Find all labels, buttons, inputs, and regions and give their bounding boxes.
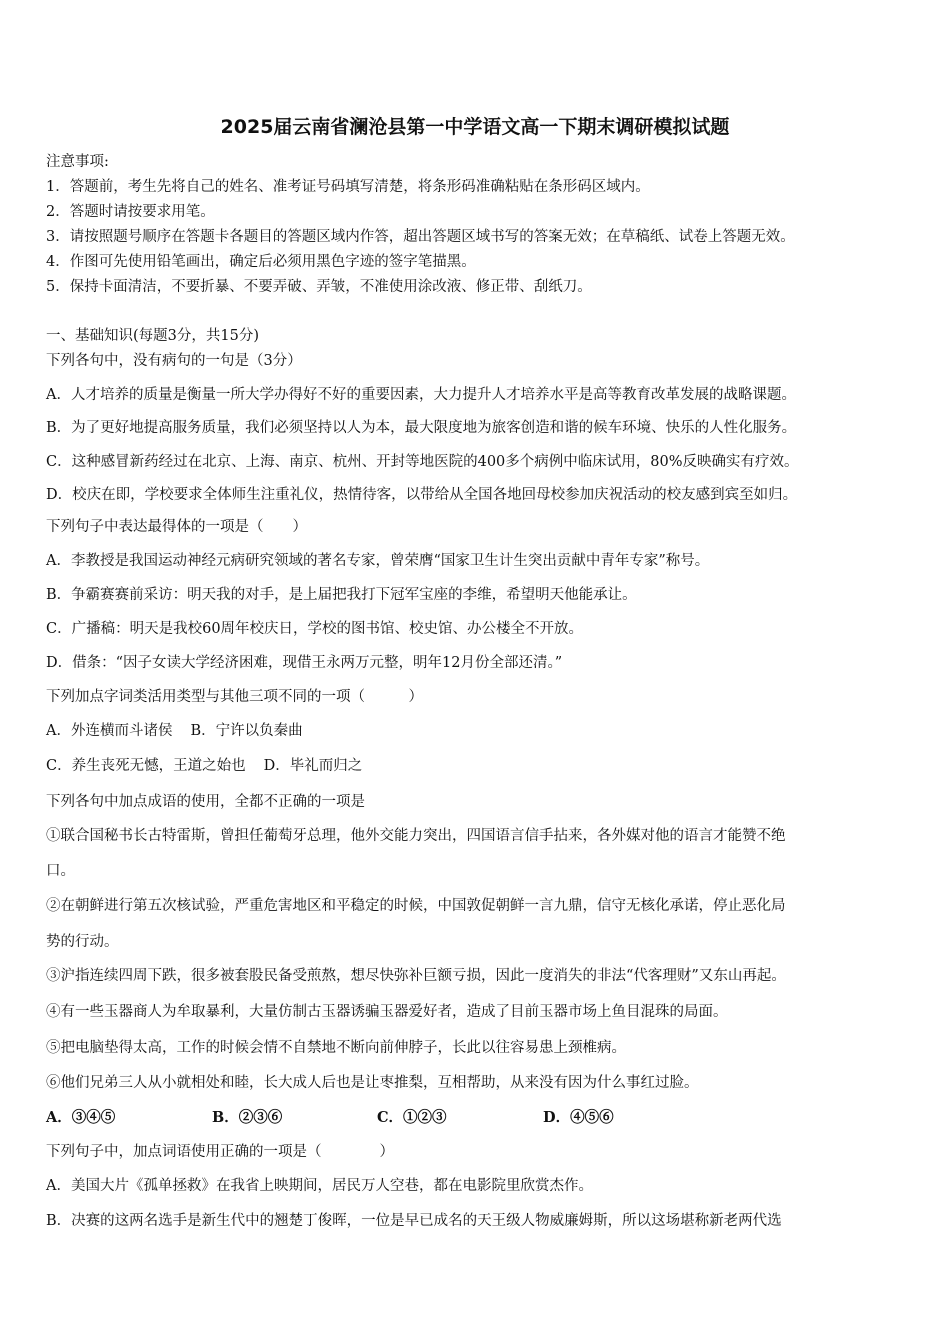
section-heading: 一、基础知识(每题3分，共15分) xyxy=(46,328,259,344)
option-a: A．人才培养的质量是衡量一所大学办得好不好的重要因素，大力提升人才培养水平是高等教育改革发展的战略课题。 xyxy=(46,387,796,403)
statement: ⑥他们兄弟三人从小就相处和睦，长大成人后也是让枣推梨，互相帮助，从来没有因为什么事红过脸。 xyxy=(46,1075,699,1091)
option-b: B．争霸赛赛前采访：明天我的对手，是上届把我打下冠军宝座的李维，希望明天他能承让。 xyxy=(46,587,637,603)
option-c: C．这种感冒新药经过在北京、上海、南京、杭州、开封等地医院的400多个病例中临床试用，80%反映确实有疗效。 xyxy=(46,454,799,470)
statement: ②在朝鲜进行第五次核试验，严重危害地区和平稳定的时候，中国敦促朝鲜一言九鼎，信守无核化承诺，停止恶化局 xyxy=(46,898,786,914)
option-row xyxy=(46,722,303,740)
statement: 势的行动。 xyxy=(46,934,119,950)
option-d: D．借条：“因子女读大学经济困难，现借王永两万元整，明年12月份全部还清。” xyxy=(46,655,563,671)
option-c: C．养生丧死无憾，王道之始也 xyxy=(46,758,246,774)
question-stem: 下列各句中加点成语的使用，全都不正确的一项是 xyxy=(46,794,365,810)
question-stem: 下列加点字词类活用类型与其他三项不同的一项（ ） xyxy=(46,689,423,705)
statement: ③沪指连续四周下跌，很多被套股民备受煎熬，想尽快弥补巨额亏损，因此一度消失的非法“代客理财”又东山再起。 xyxy=(46,968,786,984)
notice-heading: 注意事项: xyxy=(46,154,109,170)
option-a: A．③④⑤ xyxy=(46,1109,116,1126)
option-row xyxy=(46,757,362,775)
notice-item: 5．保持卡面清洁，不要折暴、不要弄破、弄皱，不准使用涂改液、修正带、刮纸刀。 xyxy=(46,279,592,295)
statement: ⑤把电脑垫得太高，工作的时候会情不自禁地不断向前伸脖子，长此以往容易患上颈椎病。 xyxy=(46,1040,626,1056)
notice-item: 1．答题前，考生先将自己的姓名、准考证号码填写清楚，将条形码准确粘贴在条形码区域内。 xyxy=(46,179,650,195)
option-d: D．毕礼而归之 xyxy=(263,758,363,774)
option-a: A．李教授是我国运动神经元病研究领域的著名专家，曾荣膺“国家卫生计生突出贡献中青年专家”称号。 xyxy=(46,553,710,569)
page-title: 2025届云南省澜沧县第一中学语文高一下期末调研模拟试题 xyxy=(220,116,730,138)
notice-item: 3．请按照题号顺序在答题卡各题目的答题区域内作答，超出答题区域书写的答案无效；在草稿纸、试卷上答题无效。 xyxy=(46,229,795,245)
statement: ④有一些玉器商人为牟取暴利，大量仿制古玉器诱骗玉器爱好者，造成了目前玉器市场上鱼目混珠的局面。 xyxy=(46,1004,728,1020)
option-b: B．宁许以负秦曲 xyxy=(190,723,303,739)
option-b: B．②③⑥ xyxy=(212,1109,283,1126)
option-d: D．校庆在即，学校要求全体师生注重礼仪，热情待客，以带给从全国各地回母校参加庆祝活动的校友感到宾至如归。 xyxy=(46,487,798,503)
statement: 口。 xyxy=(46,863,75,879)
question-stem: 下列句子中，加点词语使用正确的一项是（ ） xyxy=(46,1144,394,1160)
option-b: B．决赛的这两名选手是新生代中的翘楚丁俊晖，一位是早已成名的天王级人物威廉姆斯，所以这场堪称新老两代选 xyxy=(46,1213,782,1229)
notice-item: 4．作图可先使用铅笔画出，确定后必须用黑色字迹的签字笔描黑。 xyxy=(46,254,476,270)
statement: ①联合国秘书长古特雷斯，曾担任葡萄牙总理，他外交能力突出，四国语言信手拈来，各外媒对他的语言才能赞不绝 xyxy=(46,828,786,844)
question-stem: 下列句子中表达最得体的一项是（ ） xyxy=(46,519,307,535)
option-d: D．④⑤⑥ xyxy=(543,1109,614,1126)
question-stem: 下列各句中，没有病句的一句是（3分） xyxy=(46,353,302,369)
option-a: A．外连横而斗诸侯 xyxy=(46,723,173,739)
option-b: B．为了更好地提高服务质量，我们必须坚持以人为本，最大限度地为旅客创造和谐的候车环境、快乐的人性化服务。 xyxy=(46,420,797,436)
notice-item: 2．答题时请按要求用笔。 xyxy=(46,204,215,220)
option-c: C．广播稿：明天是我校60周年校庆日，学校的图书馆、校史馆、办公楼全不开放。 xyxy=(46,621,584,637)
option-c: C．①②③ xyxy=(377,1109,447,1126)
option-a: A．美国大片《孤单拯救》在我省上映期间，居民万人空巷，都在电影院里欣赏杰作。 xyxy=(46,1178,593,1194)
